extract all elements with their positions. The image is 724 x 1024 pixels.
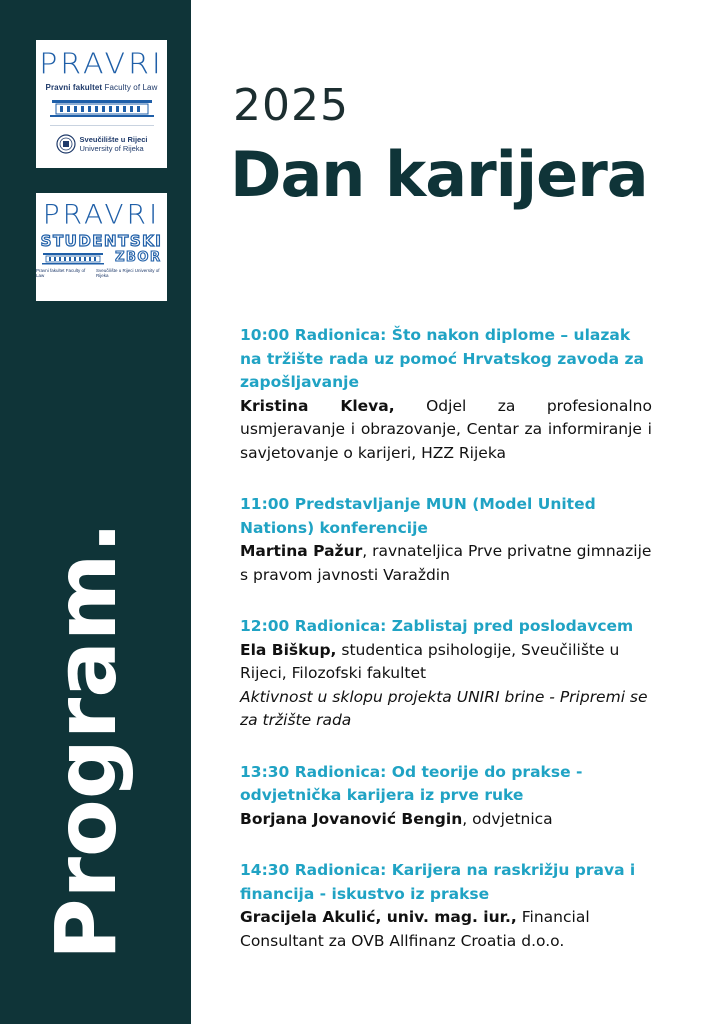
speaker-name: Kristina Kleva, bbox=[240, 396, 395, 415]
agenda-item bbox=[240, 859, 652, 953]
agenda-item-body bbox=[240, 906, 652, 953]
university-seal-icon bbox=[56, 134, 76, 154]
student-council-logo bbox=[36, 193, 167, 301]
agenda-item bbox=[240, 761, 652, 832]
agenda-item-body bbox=[240, 808, 652, 832]
event-title: Dan karijera bbox=[230, 138, 648, 211]
agenda-item bbox=[240, 493, 652, 587]
agenda-item-note: Aktivnost u sklopu projekta UNIRI brine - Pripremi se za tržište rada bbox=[240, 687, 648, 729]
program-vertical-title: Program. bbox=[37, 521, 135, 960]
zbor-row bbox=[42, 251, 162, 265]
university-mark bbox=[56, 134, 148, 154]
faculty-name-en: Faculty of Law bbox=[104, 83, 158, 92]
studentski-wordmark: STUDENTSKI bbox=[40, 232, 163, 250]
faculty-name-hr: Pravni fakultet bbox=[45, 83, 103, 92]
zbor-wordmark: ZBOR bbox=[115, 250, 162, 265]
building-icon bbox=[50, 96, 154, 118]
speaker-details: , odvjetnica bbox=[462, 809, 553, 828]
sidebar bbox=[0, 0, 191, 1024]
faculty-logo bbox=[36, 40, 167, 168]
agenda-item-body bbox=[240, 395, 652, 466]
university-name-en: University of Rijeka bbox=[79, 144, 144, 153]
speaker-details: , ravnateljica Prve privatne gimnazije s pravom javnosti Varaždin bbox=[240, 542, 652, 584]
speaker-name: Borjana Jovanović Bengin bbox=[240, 809, 463, 828]
agenda-item-heading: 11:00 Predstavljanje MUN (Model United Nations) konferencije bbox=[240, 495, 596, 537]
agenda bbox=[240, 324, 652, 981]
logo2-university: Sveučilište u Rijeci University of Rijeka bbox=[96, 268, 160, 278]
speaker-details: Financial Consultant za OVB Allfinanz Croatia d.o.o. bbox=[240, 908, 590, 950]
university-name bbox=[80, 135, 148, 153]
speaker-name: Ela Biškup, bbox=[240, 640, 337, 659]
agenda-item-heading: 12:00 Radionica: Zablistaj pred poslodavcem bbox=[240, 617, 634, 635]
speaker-name: Gracijela Akulić, univ. mag. iur., bbox=[240, 908, 517, 926]
logo2-faculty: Pravni fakultet Faculty of Law bbox=[36, 268, 86, 278]
agenda-item-heading: 10:00 Radionica: Što nakon diplome – ulazak na tržište rada uz pomoć Hrvatskog zavoda za zapošljavanje bbox=[240, 326, 644, 391]
event-year: 2025 bbox=[233, 80, 349, 131]
faculty-name bbox=[46, 83, 158, 92]
speaker-name: Martina Pažur bbox=[240, 542, 363, 560]
agenda-item-heading: 14:30 Radionica: Karijera na raskrižju prava i financija - iskustvo iz prakse bbox=[240, 861, 636, 903]
building-icon-small bbox=[42, 251, 104, 265]
agenda-item bbox=[240, 615, 652, 733]
pravri-wordmark-2: PRAVRI bbox=[42, 198, 161, 231]
agenda-item-heading: 13:30 Radionica: Od teorije do prakse - odvjetnička karijera iz prve ruke bbox=[240, 762, 583, 804]
agenda-item-body bbox=[240, 540, 652, 587]
agenda-item-body bbox=[240, 639, 652, 686]
speaker-details: studentica psihologije, Sveučilište u Rijeci, Filozofski fakultet bbox=[240, 640, 620, 682]
speaker-details: Odjel za profesionalno usmjeravanje i obrazovanje, Centar za informiranje i savjetovanje o karijeri, HZZ Rijeka bbox=[240, 396, 652, 462]
logo2-footer bbox=[36, 268, 167, 278]
pravri-wordmark: PRAVRI bbox=[39, 47, 164, 82]
logo-divider bbox=[50, 125, 154, 126]
university-name-hr: Sveučilište u Rijeci bbox=[79, 135, 148, 144]
agenda-item bbox=[240, 324, 652, 465]
